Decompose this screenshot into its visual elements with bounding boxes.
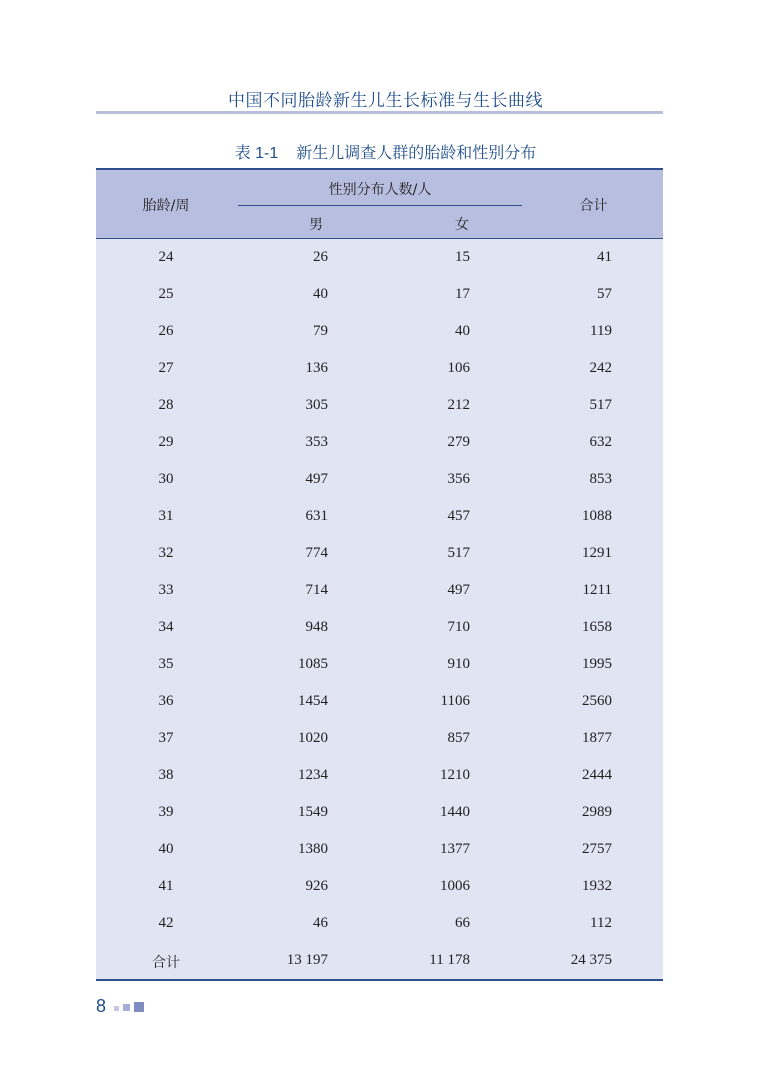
- cell-female: 1006: [440, 878, 470, 894]
- header-sex-distribution: 性别分布人数/人: [328, 182, 432, 198]
- table-row: [96, 239, 663, 276]
- cell-total: 119: [590, 323, 612, 339]
- cell-age: 28: [158, 397, 174, 413]
- table-row: [96, 387, 663, 424]
- cell-total: 1995: [582, 656, 612, 672]
- cell-age: 38: [158, 767, 174, 783]
- cell-age: 36: [158, 693, 174, 709]
- cell-female: 15: [455, 249, 470, 265]
- header-total: 合计: [579, 198, 608, 214]
- cell-total: 2560: [582, 693, 612, 709]
- header-rule: [96, 111, 663, 114]
- cell-female: 1440: [440, 804, 470, 820]
- cell-total: 2757: [582, 841, 612, 857]
- cell-total: 1658: [582, 619, 612, 635]
- table-header: [96, 170, 663, 238]
- cell-total: 1877: [582, 730, 612, 746]
- cell-male: 26: [313, 249, 328, 265]
- cell-female: 279: [447, 434, 470, 450]
- data-table: [96, 168, 663, 981]
- cell-total: 41: [597, 249, 612, 265]
- running-header: 中国不同胎龄新生儿生长标准与生长曲线: [228, 91, 543, 111]
- cell-age: 24: [158, 249, 174, 265]
- table-row: [96, 646, 663, 683]
- cell-total: 57: [597, 286, 612, 302]
- cell-total: 1211: [582, 582, 612, 598]
- cell-age: 40: [158, 841, 174, 857]
- table-row: [96, 609, 663, 646]
- cell-female: 66: [455, 915, 470, 931]
- cell-total: 632: [589, 434, 612, 450]
- table-title: 新生儿调查人群的胎龄和性别分布: [296, 143, 537, 162]
- cell-total: 2989: [582, 804, 612, 820]
- cell-age: 25: [158, 286, 174, 302]
- table-row: [96, 683, 663, 720]
- cell-age: 41: [158, 878, 174, 894]
- cell-male: 774: [305, 545, 328, 561]
- cell-male: 497: [305, 471, 328, 487]
- cell-age: 30: [158, 471, 174, 487]
- cell-female: 11 178: [429, 952, 470, 968]
- cell-male: 1085: [298, 656, 328, 672]
- cell-female: 1106: [440, 693, 470, 709]
- cell-male: 1234: [298, 767, 328, 783]
- table-number: 表 1-1: [234, 145, 279, 162]
- table-bottom-rule: [96, 979, 663, 981]
- cell-age: 27: [158, 360, 174, 376]
- cell-male: 1549: [298, 804, 328, 820]
- page-number: 8: [96, 996, 107, 1016]
- table-total-row: [96, 942, 663, 979]
- cell-male: 948: [305, 619, 328, 635]
- cell-female: 497: [447, 582, 470, 598]
- cell-age: 29: [158, 434, 174, 450]
- cell-male: 1454: [298, 693, 328, 709]
- page-decoration-square: [134, 1002, 144, 1012]
- table-row: [96, 572, 663, 609]
- cell-male: 926: [305, 878, 328, 894]
- cell-male: 136: [305, 360, 328, 376]
- cell-male: 79: [313, 323, 328, 339]
- cell-total: 517: [589, 397, 612, 413]
- table-row: [96, 868, 663, 905]
- cell-total: 24 375: [570, 952, 612, 968]
- header-age: 胎龄/周: [142, 198, 190, 214]
- cell-female: 356: [447, 471, 470, 487]
- cell-female: 457: [447, 508, 470, 524]
- table-row: [96, 498, 663, 535]
- cell-age: 35: [158, 656, 174, 672]
- table-row: [96, 757, 663, 794]
- table-row: [96, 313, 663, 350]
- cell-female: 106: [447, 360, 470, 376]
- cell-female: 857: [447, 730, 470, 746]
- table-body: [96, 239, 663, 979]
- cell-total: 1291: [582, 545, 612, 561]
- cell-female: 212: [447, 397, 470, 413]
- cell-age: 32: [158, 545, 174, 561]
- cell-age: 合计: [152, 955, 180, 971]
- cell-age: 42: [158, 915, 174, 931]
- table-row: [96, 831, 663, 868]
- table-row: [96, 350, 663, 387]
- cell-total: 112: [590, 915, 612, 931]
- cell-male: 40: [313, 286, 328, 302]
- page-decoration-square: [123, 1004, 130, 1011]
- cell-female: 1210: [440, 767, 470, 783]
- cell-female: 40: [455, 323, 470, 339]
- table-caption: [0, 140, 771, 163]
- cell-female: 910: [447, 656, 470, 672]
- cell-male: 1380: [298, 841, 328, 857]
- cell-female: 17: [455, 286, 470, 302]
- table-row: [96, 720, 663, 757]
- cell-age: 39: [158, 804, 174, 820]
- cell-male: 631: [305, 508, 328, 524]
- cell-age: 34: [158, 619, 174, 635]
- cell-total: 1088: [582, 508, 612, 524]
- cell-female: 517: [447, 545, 470, 561]
- cell-age: 31: [158, 508, 174, 524]
- cell-age: 37: [158, 730, 174, 746]
- header-group-rule: [238, 205, 522, 206]
- cell-age: 33: [158, 582, 174, 598]
- page-decoration-square: [114, 1006, 119, 1011]
- table-row: [96, 905, 663, 942]
- header-male: 男: [309, 217, 323, 233]
- header-female: 女: [455, 217, 469, 233]
- cell-male: 13 197: [286, 952, 328, 968]
- cell-female: 1377: [440, 841, 470, 857]
- cell-male: 305: [305, 397, 328, 413]
- cell-male: 714: [305, 582, 328, 598]
- table-row: [96, 276, 663, 313]
- cell-male: 353: [305, 434, 328, 450]
- cell-male: 1020: [298, 730, 328, 746]
- table-row: [96, 461, 663, 498]
- cell-female: 710: [447, 619, 470, 635]
- table-row: [96, 424, 663, 461]
- table-row: [96, 535, 663, 572]
- table-row: [96, 794, 663, 831]
- cell-total: 853: [589, 471, 612, 487]
- cell-age: 26: [158, 323, 174, 339]
- cell-total: 2444: [582, 767, 612, 783]
- cell-total: 1932: [582, 878, 612, 894]
- cell-male: 46: [313, 915, 328, 931]
- cell-total: 242: [589, 360, 612, 376]
